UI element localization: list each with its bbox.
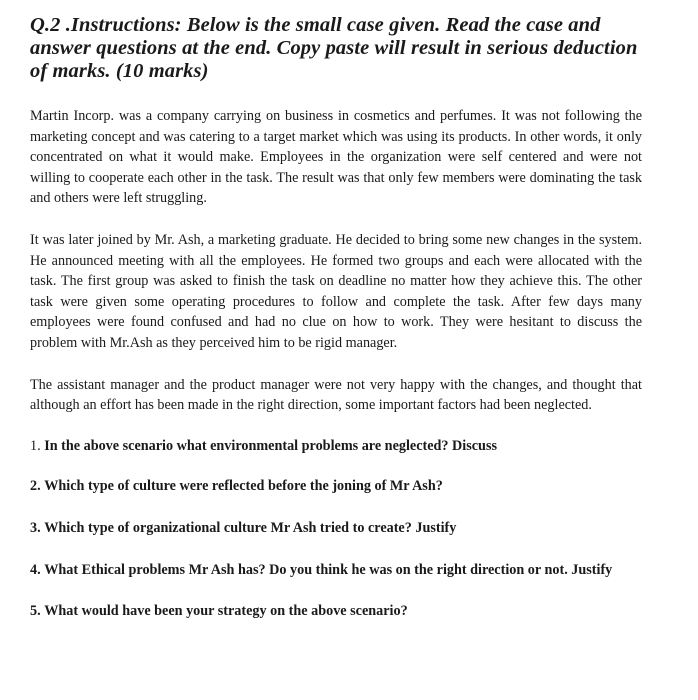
question-number: 2. [30,478,41,495]
question-text: What Ethical problems Mr Ash has? Do you think he was on the right direction or not. Justify [44,561,613,578]
case-document [30,14,642,643]
case-paragraph-3: The assistant manager and the product manager were not very happy with the changes, and thought that although an effort has been made in the right direction, some important factors had been neglected. [30,376,642,414]
case-paragraph-2: It was later joined by Mr. Ash, a marketing graduate. He decided to bring some new changes in the system. He announced meeting with all the employees. He formed two groups and each were allocated with the task. The first group was asked to finish the task on deadline no matter how they achieve this. The other task were given some operating procedures to follow and complete the task. After few days many employees were found confused and had no clue on how to work. They were hesitant to discuss the problem with Mr.Ash as they perceived him to be rigid manager. [30,231,642,351]
question-item-3 [30,518,642,539]
question-text: In the above scenario what environmental problems are neglected? Discuss [44,437,497,454]
case-paragraph-1: Martin Incorp. was a company carrying on business in cosmetics and perfumes. It was not following the marketing concept and was catering to a target market which was using its products. In other words, it only concentrated on what it would make. Employees in the organization were self centered and were not willing to cooperate each other in the task. The result was that only few members were dominating the task and others were left struggling. [30,108,642,207]
question-number: 5. [30,603,41,620]
question-text: Which type of culture were reflected before the joning of Mr Ash? [44,478,443,495]
question-item-4 [30,560,642,581]
question-heading: Q.2 .Instructions: Below is the small case given. Read the case and answer questions at the end. Copy paste will result in serious deduction of marks. (10 marks) [30,14,638,82]
question-item-1 [30,436,642,457]
question-item-5 [30,601,642,622]
question-number: 4. [30,561,41,578]
question-item-2 [30,476,642,497]
question-number: 1. [30,437,41,454]
question-number: 3. [30,519,41,536]
question-text: What would have been your strategy on the above scenario? [44,603,408,620]
question-text: Which type of organizational culture Mr Ash tried to create? Justify [44,519,457,536]
